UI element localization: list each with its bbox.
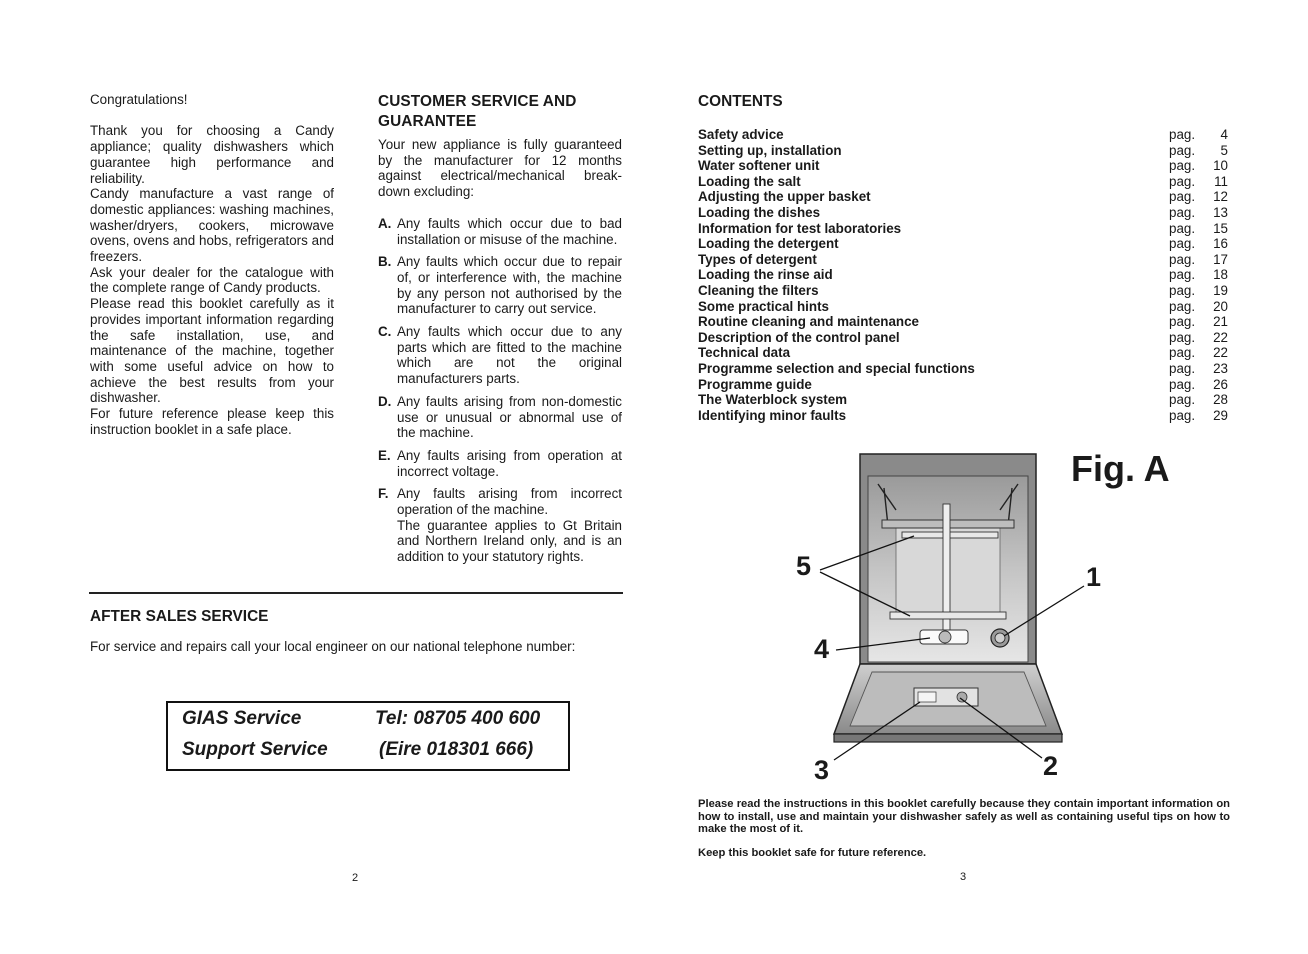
toc-label: Loading the rinse aid (698, 267, 833, 283)
toc-page-number: 17 (1213, 251, 1228, 267)
toc-label: Cleaning the filters (698, 282, 819, 298)
toc-label: Description of the control panel (698, 329, 900, 345)
toc-row[interactable] (698, 377, 1228, 393)
toc-row[interactable] (698, 283, 1228, 299)
toc-label: Some practical hints (698, 298, 829, 314)
clause-text: Any faults arising from operation at incorrect voltage. (397, 447, 622, 479)
service-telephone-eire[interactable]: (Eire 018301 666) (379, 739, 534, 760)
figure-callout-3: 3 (814, 755, 830, 785)
toc-page-number: 19 (1213, 282, 1228, 298)
important-note: Please read the instructions in this booklet carefully because they contain important information on how to install, use and maintain your dishwasher safely as well as containing useful tips on how to make the most of it. (698, 798, 1230, 836)
after-sales-text: For service and repairs call your local engineer on our national telephone number: (90, 639, 576, 654)
dishwasher-illustration (780, 440, 1120, 800)
toc-pag-label: pag. (1169, 329, 1196, 345)
clause-letter: F. (378, 486, 389, 502)
toc-page-number: 23 (1213, 360, 1228, 376)
toc-page-number: 21 (1213, 314, 1228, 330)
toc-label: Loading the dishes (698, 204, 821, 220)
page-number-left: 2 (352, 872, 359, 884)
clause-text: Any faults which occur due to bad installation or misuse of the machine. (397, 215, 622, 247)
clause-letter: D. (378, 393, 392, 409)
toc-pag-label: pag. (1169, 267, 1196, 283)
intro-paragraph-5: For future reference please keep this instruction booklet in a safe place. (90, 406, 334, 437)
intro-column (90, 92, 334, 437)
toc-page-number: 13 (1213, 204, 1228, 220)
toc-label: Information for test laboratories (698, 220, 902, 236)
clause-letter: C. (378, 324, 392, 340)
page-number-right: 3 (960, 871, 967, 883)
toc-row[interactable] (698, 314, 1228, 330)
guarantee-heading: CUSTOMER SERVICE AND GUARANTEE (378, 93, 577, 130)
toc-page-number: 28 (1213, 392, 1228, 408)
figure-label: Fig. A (1071, 448, 1170, 489)
toc-label: Routine cleaning and maintenance (698, 314, 919, 330)
table-of-contents (698, 127, 1228, 423)
intro-paragraph-2: Candy manufacture a vast range of domestic appliances: washing machines, washer/dryers, cookers, microwave ovens, ovens and hobs, refrigerators and freezers. (90, 186, 334, 265)
toc-row[interactable] (698, 408, 1228, 424)
toc-row[interactable] (698, 345, 1228, 361)
clause-letter: A. (378, 215, 392, 231)
toc-pag-label: pag. (1169, 282, 1196, 298)
toc-pag-label: pag. (1169, 220, 1196, 236)
guarantee-closing: The guarantee applies to Gt Britain and Northern Ireland only, and is an addition to your statutory rights. (397, 517, 622, 565)
service-name: GIAS Service (182, 708, 302, 729)
toc-page-number: 22 (1213, 329, 1228, 345)
intro-paragraph-3: Ask your dealer for the catalogue with the complete range of Candy products. (90, 264, 334, 296)
toc-page-number: 10 (1213, 158, 1228, 174)
intro-paragraph-1: Thank you for choosing a Candy appliance; quality dishwashers which guarantee high performance and reliability. (90, 123, 334, 186)
toc-row[interactable] (698, 267, 1228, 283)
toc-label: Types of detergent (698, 251, 817, 267)
toc-row[interactable] (698, 143, 1228, 159)
toc-page-number: 12 (1213, 189, 1228, 205)
toc-pag-label: pag. (1169, 236, 1196, 252)
service-contact-box (166, 701, 570, 771)
toc-pag-label: pag. (1169, 392, 1196, 408)
section-divider (89, 592, 623, 594)
toc-page-number: 4 (1220, 127, 1228, 142)
toc-label: Setting up, installation (698, 142, 842, 158)
clause-text: Any faults which occur due to any parts which are fitted to the machine which are not the original manufacturers parts. (397, 324, 622, 387)
toc-label: Technical data (698, 345, 791, 361)
toc-row[interactable] (698, 127, 1228, 143)
toc-page-number: 29 (1213, 407, 1228, 423)
toc-row[interactable] (698, 174, 1228, 190)
toc-row[interactable] (698, 392, 1228, 408)
toc-label: Loading the detergent (698, 236, 839, 252)
toc-label: Programme selection and special functions (698, 360, 975, 376)
toc-label: Water softener unit (698, 158, 820, 174)
toc-row[interactable] (698, 361, 1228, 377)
guarantee-column (378, 92, 622, 572)
toc-page-number: 15 (1213, 220, 1228, 236)
toc-row[interactable] (698, 236, 1228, 252)
guarantee-clause-f (378, 486, 622, 565)
toc-pag-label: pag. (1169, 314, 1196, 330)
toc-label: Loading the salt (698, 173, 801, 189)
clause-text: Any faults arising from incorrect operation of the machine. (397, 486, 622, 518)
toc-pag-label: pag. (1169, 204, 1196, 220)
clause-text: Any faults arising from non-domestic use or unusual or abnormal use of the machine. (397, 393, 622, 441)
toc-row[interactable] (698, 221, 1228, 237)
clause-text: Any faults which occur due to repair of, or interference with, the machine by any person not authorised by the manufacturer to carry out service. (397, 254, 622, 317)
toc-page-number: 18 (1213, 267, 1228, 283)
toc-page-number: 5 (1220, 142, 1228, 158)
figure-callout-2: 2 (1043, 751, 1059, 781)
toc-pag-label: pag. (1169, 360, 1196, 376)
toc-page-number: 11 (1214, 173, 1228, 189)
toc-row[interactable] (698, 189, 1228, 205)
congratulations-text: Congratulations! (90, 92, 188, 107)
toc-label: Safety advice (698, 127, 784, 142)
service-telephone[interactable]: Tel: 08705 400 600 (375, 708, 541, 729)
guarantee-clause-a (378, 216, 622, 247)
toc-pag-label: pag. (1169, 376, 1196, 392)
guarantee-clause-c (378, 324, 622, 387)
toc-row[interactable] (698, 252, 1228, 268)
service-name: Support Service (182, 739, 328, 760)
toc-label: The Waterblock system (698, 392, 848, 408)
toc-pag-label: pag. (1169, 127, 1196, 142)
toc-pag-label: pag. (1169, 142, 1196, 158)
toc-label: Adjusting the upper basket (698, 189, 871, 205)
clause-letter: B. (378, 254, 392, 270)
toc-label: Identifying minor faults (698, 407, 847, 423)
after-sales-heading: AFTER SALES SERVICE (90, 608, 269, 625)
figure-callout-1: 1 (1086, 562, 1102, 592)
toc-pag-label: pag. (1169, 189, 1196, 205)
toc-row[interactable] (698, 205, 1228, 221)
toc-pag-label: pag. (1169, 158, 1196, 174)
toc-page-number: 22 (1213, 345, 1228, 361)
keep-booklet-note: Keep this booklet safe for future reference. (698, 847, 927, 859)
figure-callout-4: 4 (814, 634, 830, 664)
guarantee-intro: Your new appliance is fully guaranteed by the manufacturer for 12 months against electrical/mechanical break-down excluding: (378, 137, 622, 200)
clause-letter: E. (378, 447, 391, 463)
toc-row[interactable] (698, 330, 1228, 346)
toc-page-number: 20 (1213, 298, 1228, 314)
toc-pag-label: pag. (1169, 298, 1196, 314)
intro-paragraph-4: Please read this booklet carefully as it provides important information regarding the safe installation, use, and maintenance of the machine, together with some useful advice on how to achieve the best results from your dishwasher. (90, 296, 334, 406)
toc-label: Programme guide (698, 376, 812, 392)
toc-row[interactable] (698, 158, 1228, 174)
toc-page-number: 16 (1213, 236, 1228, 252)
figure-callout-5: 5 (796, 551, 812, 581)
guarantee-clause-d (378, 394, 622, 441)
toc-pag-label: pag. (1169, 407, 1196, 423)
toc-page-number: 26 (1213, 376, 1228, 392)
guarantee-clause-e (378, 448, 622, 479)
toc-pag-label: pag. (1169, 173, 1196, 189)
guarantee-clause-b (378, 254, 622, 317)
contents-heading: CONTENTS (698, 93, 783, 110)
toc-row[interactable] (698, 299, 1228, 315)
toc-pag-label: pag. (1169, 345, 1196, 361)
toc-pag-label: pag. (1169, 251, 1196, 267)
